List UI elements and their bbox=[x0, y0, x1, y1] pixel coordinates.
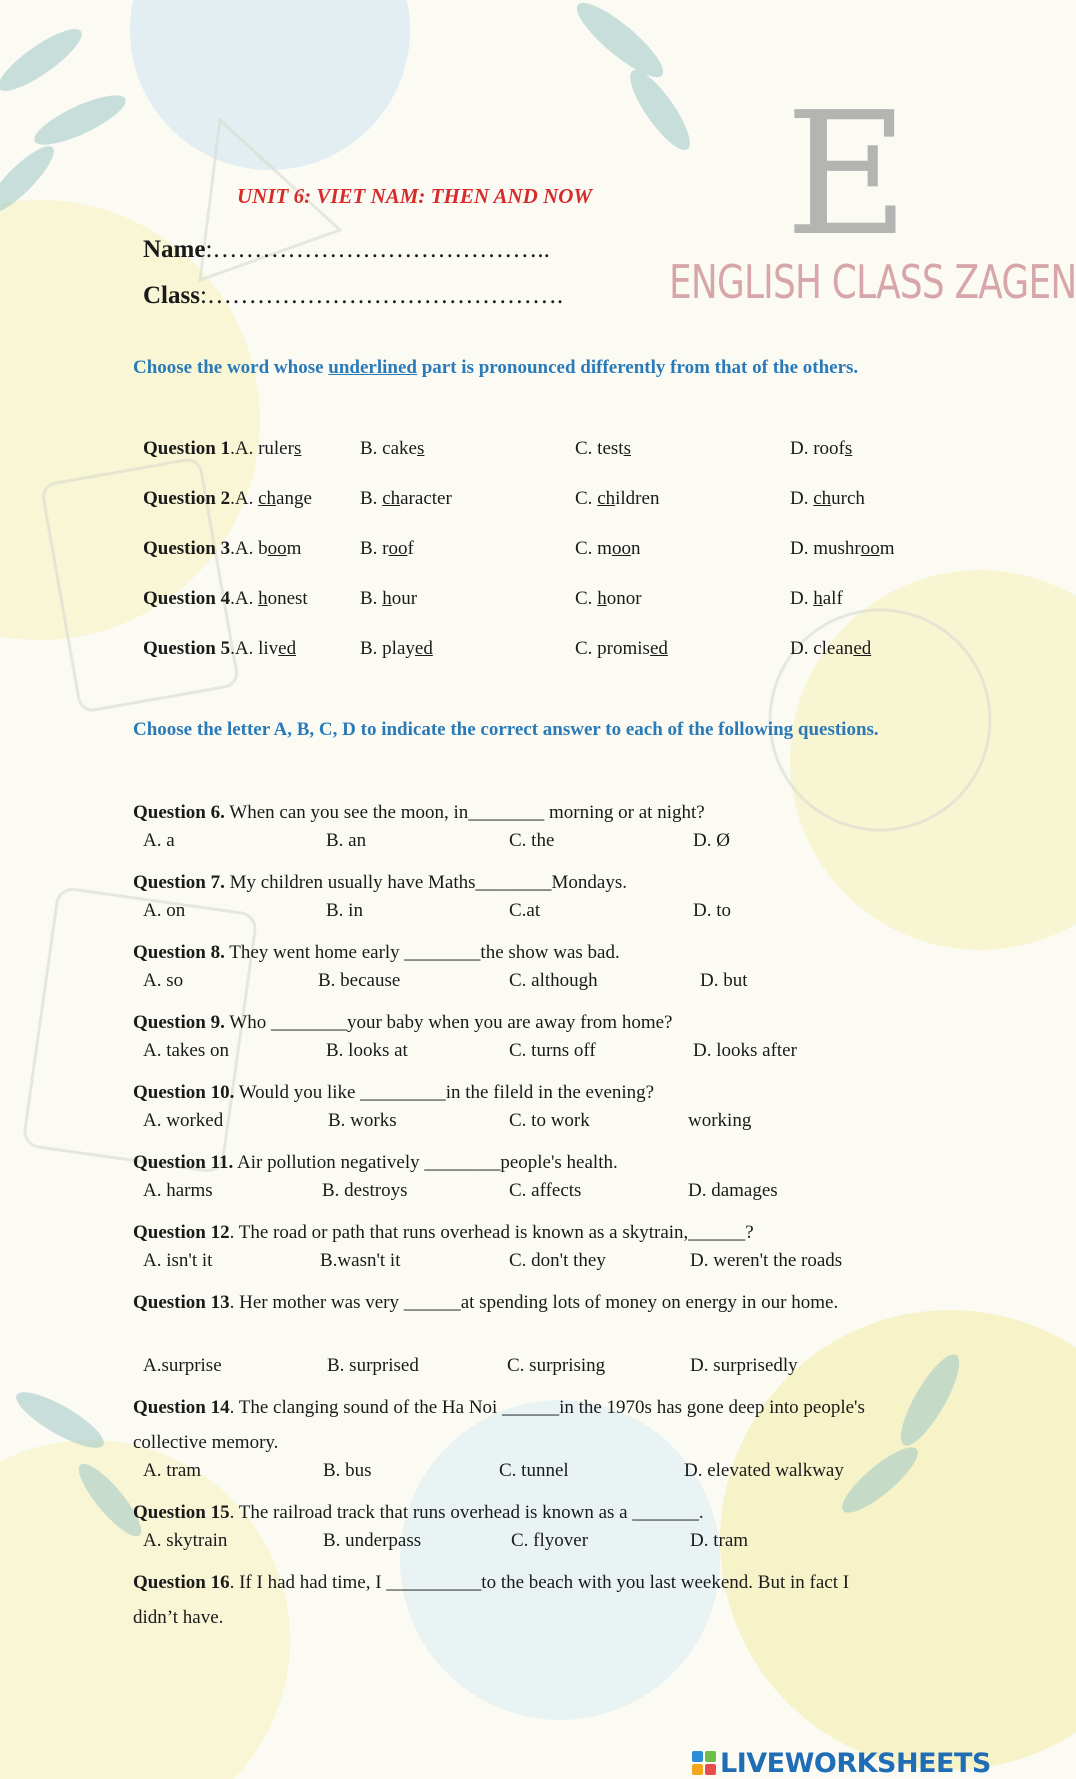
class-label: Class bbox=[143, 282, 200, 309]
question-label: Question 6. bbox=[133, 802, 225, 823]
question-label: Question 15 bbox=[133, 1502, 230, 1523]
answer-option[interactable]: B. destroys bbox=[322, 1180, 408, 1201]
question-text: . The clanging sound of the Ha Noi ______in the 1970s has gone deep into people's collective memory. bbox=[133, 1397, 865, 1453]
answer-option[interactable]: A. harms bbox=[143, 1180, 213, 1201]
question-stem bbox=[133, 795, 873, 830]
answer-option[interactable]: B. bus bbox=[323, 1460, 372, 1481]
answer-option[interactable]: B. surprised bbox=[327, 1355, 419, 1376]
question-label: Question 13 bbox=[133, 1292, 230, 1313]
answer-option[interactable]: A. a bbox=[143, 830, 175, 851]
option-c[interactable]: C. children bbox=[575, 488, 660, 509]
question-label: Question 4 bbox=[143, 588, 231, 609]
question-stem bbox=[133, 1075, 873, 1110]
option-c[interactable]: C. moon bbox=[575, 538, 641, 559]
answer-option[interactable]: D. tram bbox=[690, 1530, 749, 1551]
answer-option[interactable]: C. don't they bbox=[509, 1250, 606, 1271]
option-b[interactable]: B. cakes bbox=[360, 438, 425, 459]
option-b[interactable]: B. played bbox=[360, 638, 433, 659]
answer-option[interactable]: C. tunnel bbox=[499, 1460, 569, 1481]
answer-option[interactable]: D. but bbox=[700, 970, 748, 991]
option-a[interactable]: Question 1.A. rulers bbox=[143, 438, 302, 459]
question-stem bbox=[133, 1215, 873, 1250]
question-text: My children usually have Maths________Mondays. bbox=[224, 872, 627, 893]
question-label: Question 8. bbox=[133, 942, 225, 963]
option-a[interactable]: Question 5.A. lived bbox=[143, 638, 297, 659]
option-b[interactable]: B. hour bbox=[360, 588, 418, 609]
question-text: . The road or path that runs overhead is known as a skytrain,______? bbox=[229, 1222, 754, 1243]
answer-option[interactable]: D. elevated walkway bbox=[684, 1460, 844, 1481]
question-text: When can you see the moon, in________ morning or at night? bbox=[224, 802, 705, 823]
answer-option[interactable]: D. to bbox=[693, 900, 731, 921]
option-c[interactable]: C. promised bbox=[575, 638, 668, 659]
english-class-zagen-logo bbox=[665, 70, 1076, 320]
question-stem bbox=[133, 1495, 873, 1530]
answer-option[interactable]: A. isn't it bbox=[143, 1250, 213, 1271]
question-text: Who ________your baby when you are away from home? bbox=[224, 1012, 673, 1033]
option-d[interactable]: D. cleaned bbox=[790, 638, 872, 659]
name-dots: :………………………………….. bbox=[205, 236, 550, 263]
question-stem bbox=[133, 1390, 873, 1460]
question-text: . The railroad track that runs overhead is known as a _______. bbox=[229, 1502, 704, 1523]
answer-option[interactable]: C. affects bbox=[509, 1180, 582, 1201]
question-stem bbox=[133, 935, 873, 970]
option-c[interactable]: C. honor bbox=[575, 588, 642, 609]
liveworksheets-badge-icon bbox=[692, 1751, 716, 1775]
question-label: Question 1 bbox=[143, 438, 231, 459]
question-stem bbox=[133, 1145, 873, 1180]
question-label: Question 16 bbox=[133, 1572, 230, 1593]
logo-letter: E bbox=[785, 76, 910, 274]
answer-option[interactable]: B.wasn't it bbox=[320, 1250, 401, 1271]
question-text: . If I had had time, I __________to the beach with you last weekend. But in fact I didn’t have. bbox=[133, 1572, 850, 1628]
answer-option[interactable]: B. in bbox=[326, 900, 363, 921]
option-d[interactable]: D. church bbox=[790, 488, 865, 509]
answer-option[interactable]: A.surprise bbox=[143, 1355, 222, 1376]
answer-option[interactable]: C.at bbox=[509, 900, 541, 921]
question-label: Question 14 bbox=[133, 1397, 230, 1418]
section1-instruction: Choose the word whose underlined part is pronounced differently from that of the others. bbox=[133, 357, 859, 378]
question-label: Question 9. bbox=[133, 1012, 225, 1033]
answer-option[interactable]: D. surprisedly bbox=[690, 1355, 798, 1376]
question-text: They went home early ________the show was bad. bbox=[224, 942, 620, 963]
liveworksheets-text: LIVEWORKSHEETS bbox=[720, 1748, 991, 1779]
answer-option[interactable]: working bbox=[688, 1110, 752, 1131]
option-d[interactable]: D. mushroom bbox=[790, 538, 895, 559]
answer-option[interactable]: A. skytrain bbox=[143, 1530, 228, 1551]
answer-option[interactable]: C. flyover bbox=[511, 1530, 589, 1551]
question-stem bbox=[133, 1285, 873, 1320]
answer-option[interactable]: D. looks after bbox=[693, 1040, 797, 1061]
answer-option[interactable]: D. Ø bbox=[693, 830, 730, 851]
answer-option[interactable]: D. weren't the roads bbox=[690, 1250, 843, 1271]
logo-text: ENGLISH CLASS ZAGEN bbox=[669, 255, 1076, 309]
option-a[interactable]: Question 2.A. change bbox=[143, 488, 312, 509]
answer-option[interactable]: C. turns off bbox=[509, 1040, 596, 1061]
question-text: Air pollution negatively ________people's health. bbox=[233, 1152, 618, 1173]
name-label: Name bbox=[143, 236, 206, 263]
question-label: Question 7. bbox=[133, 872, 225, 893]
name-field bbox=[143, 236, 550, 264]
answer-option[interactable]: A. on bbox=[143, 900, 186, 921]
answer-option[interactable]: C. surprising bbox=[507, 1355, 606, 1376]
answer-option[interactable]: B. an bbox=[326, 830, 367, 851]
question-label: Question 5 bbox=[143, 638, 231, 659]
option-b[interactable]: B. character bbox=[360, 488, 452, 509]
question-label: Question 3 bbox=[143, 538, 231, 559]
option-a[interactable]: Question 4.A. honest bbox=[143, 588, 308, 609]
answer-option[interactable]: A. worked bbox=[143, 1110, 224, 1131]
question-text: Would you like _________in the fileld in the evening? bbox=[234, 1082, 655, 1103]
answer-option[interactable]: C. the bbox=[509, 830, 555, 851]
question-stem bbox=[133, 1005, 873, 1040]
answer-option[interactable]: B. underpass bbox=[323, 1530, 422, 1551]
option-d[interactable]: D. roofs bbox=[790, 438, 853, 459]
answer-option[interactable]: A. takes on bbox=[143, 1040, 230, 1061]
answer-option[interactable]: B. works bbox=[328, 1110, 397, 1131]
question-label: Question 11. bbox=[133, 1152, 234, 1173]
class-dots: :……………………………………. bbox=[199, 282, 564, 309]
answer-option[interactable]: C. although bbox=[509, 970, 598, 991]
question-label: Question 12 bbox=[133, 1222, 230, 1243]
option-c[interactable]: C. tests bbox=[575, 438, 631, 459]
option-a[interactable]: Question 3.A. boom bbox=[143, 538, 302, 559]
section2-instruction: Choose the letter A, B, C, D to indicate the correct answer to each of the following questions. bbox=[133, 719, 879, 740]
answer-option[interactable]: B. because bbox=[318, 970, 401, 991]
option-b[interactable]: B. roof bbox=[360, 538, 414, 559]
question-stem bbox=[133, 1565, 873, 1635]
question-stem bbox=[133, 865, 873, 900]
answer-option[interactable]: D. damages bbox=[688, 1180, 778, 1201]
question-label: Question 10. bbox=[133, 1082, 235, 1103]
answer-option[interactable]: A. tram bbox=[143, 1460, 202, 1481]
page-title: UNIT 6: VIET NAM: THEN AND NOW bbox=[237, 184, 593, 208]
answer-option[interactable]: B. looks at bbox=[326, 1040, 408, 1061]
question-text: . Her mother was very ______at spending lots of money on energy in our home. bbox=[229, 1292, 839, 1313]
option-d[interactable]: D. half bbox=[790, 588, 843, 609]
answer-option[interactable]: C. to work bbox=[509, 1110, 590, 1131]
question-label: Question 2 bbox=[143, 488, 231, 509]
answer-option[interactable]: A. so bbox=[143, 970, 184, 991]
class-field bbox=[143, 282, 563, 310]
